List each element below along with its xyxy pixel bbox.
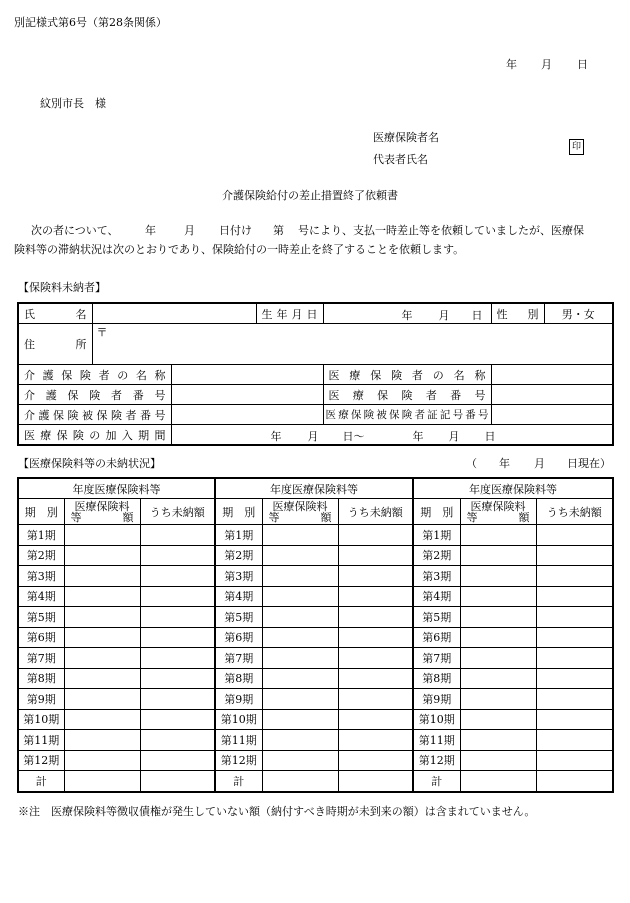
dob-month: 月: [438, 309, 450, 322]
unpaid-cell: [536, 627, 613, 648]
unpaid-cell: [140, 668, 215, 689]
unpaid-cell: [536, 566, 613, 587]
amount-cell: [64, 648, 140, 669]
period-label: 第1期: [215, 525, 262, 546]
period-label: 第1期: [18, 525, 64, 546]
period-label: 第1期: [413, 525, 460, 546]
period-label: 第4期: [215, 586, 262, 607]
unpaid-cell: [338, 689, 413, 710]
sex-label: 性別: [491, 303, 544, 324]
amount-header-line1: 医療保険料: [74, 499, 130, 513]
amount-cell: [460, 668, 536, 689]
body-year: 年: [145, 224, 156, 237]
section-unpaid-status: 【医療保険料等の未納状況】: [18, 457, 161, 470]
year-header-2: 年度医療保険料等: [215, 478, 413, 499]
dob-value: [323, 303, 491, 324]
enrollment-period-value: [171, 425, 613, 446]
amount-cell: [460, 750, 536, 771]
amount-cell: [262, 771, 338, 792]
amount-cell: [64, 771, 140, 792]
period-label: 第12期: [18, 750, 64, 771]
total-label: 計: [413, 771, 460, 792]
seal-mark: 印: [569, 139, 584, 155]
ltc-insurer-name-label: 介護保険者の名称: [18, 365, 171, 385]
amount-cell: [262, 730, 338, 751]
amount-cell: [262, 668, 338, 689]
amount-header-line1: 医療保険料: [470, 499, 526, 513]
unpaid-cell: [140, 709, 215, 730]
unpaid-cell: [536, 750, 613, 771]
amount-cell: [262, 545, 338, 566]
body-number: 第: [273, 224, 284, 237]
period-label: 第4期: [413, 586, 460, 607]
unpaid-cell: [140, 586, 215, 607]
unpaid-cell: [140, 566, 215, 587]
amount-cell: [262, 566, 338, 587]
amount-cell: [64, 586, 140, 607]
postal-mark: 〒: [96, 326, 108, 339]
period-row: [18, 525, 613, 546]
footnote: ※注 医療保険料等徴収債権が発生していない額（納付すべき時期が未到来の額）は含まれていません。: [18, 805, 536, 818]
body-line2: 険料等の滞納状況は次のとおりであり、保険給付の一時差止を終了することを依頼します。: [14, 243, 465, 256]
amount-cell: [460, 771, 536, 792]
dob-year: 年: [401, 309, 413, 322]
unpaid-cell: [338, 545, 413, 566]
amount-header-line2: [65, 512, 140, 523]
unpaid-cell: [536, 709, 613, 730]
med-insurer-number-label: 医療保険者番号: [323, 385, 491, 405]
amount-cell: [460, 648, 536, 669]
unpaid-cell: [536, 730, 613, 751]
enroll-day-from: 日～: [342, 430, 365, 443]
amount-header-gaku: 額: [518, 510, 530, 524]
amount-cell: [262, 586, 338, 607]
unpaid-cell: [140, 689, 215, 710]
unpaid-cell: [536, 668, 613, 689]
period-label: 第3期: [413, 566, 460, 587]
period-label: 第8期: [215, 668, 262, 689]
ltc-insurer-name-value: [171, 365, 323, 385]
ltc-insured-number-value: [171, 405, 323, 425]
amount-cell: [460, 525, 536, 546]
period-row: [18, 545, 613, 566]
period-label: 第9期: [215, 689, 262, 710]
unpaid-cell: [140, 750, 215, 771]
amount-cell: [64, 607, 140, 628]
amount-header-line2: [263, 512, 338, 523]
amount-cell: [460, 709, 536, 730]
unpaid-cell: [338, 525, 413, 546]
amount-cell: [64, 750, 140, 771]
period-header: 期 別: [413, 499, 460, 525]
period-label: 第12期: [413, 750, 460, 771]
unpaid-cell: [338, 627, 413, 648]
period-label: 第8期: [18, 668, 64, 689]
period-row: [18, 709, 613, 730]
amount-header: [262, 499, 338, 525]
status-day: 日現在）: [567, 457, 611, 470]
period-label: 第4期: [18, 586, 64, 607]
period-row: [18, 668, 613, 689]
unpaid-cell: [338, 771, 413, 792]
period-label: 第2期: [18, 545, 64, 566]
dob-label: 生年月日: [256, 303, 323, 324]
unpaid-cell: [338, 730, 413, 751]
period-label: 第11期: [215, 730, 262, 751]
total-label: 計: [18, 771, 64, 792]
date-month: 月: [541, 58, 552, 71]
period-row: [18, 689, 613, 710]
unpaid-cell: [536, 525, 613, 546]
amount-cell: [460, 689, 536, 710]
period-label: 第6期: [215, 627, 262, 648]
period-row: [18, 648, 613, 669]
med-insurer-number-value: [491, 385, 613, 405]
enroll-year: 年: [270, 430, 282, 443]
ltc-insured-number-label: 介護保険被保険者番号: [18, 405, 171, 425]
period-label: 第10期: [413, 709, 460, 730]
period-header: 期 別: [18, 499, 64, 525]
year-header-3: 年度医療保険料等: [413, 478, 613, 499]
period-label: 第3期: [215, 566, 262, 587]
amount-header-line1: 医療保険料: [272, 499, 328, 513]
amount-cell: [460, 730, 536, 751]
unpaid-cell: [140, 607, 215, 628]
med-insured-number-value: [491, 405, 613, 425]
unpaid-header: うち未納額: [536, 499, 613, 525]
amount-cell: [64, 566, 140, 587]
amount-cell: [262, 525, 338, 546]
total-label: 計: [215, 771, 262, 792]
year-header-1: 年度医療保険料等: [18, 478, 215, 499]
body-month: 月: [184, 224, 195, 237]
amount-cell: [64, 545, 140, 566]
amount-header-to: 等: [268, 510, 280, 524]
amount-cell: [262, 648, 338, 669]
unpaid-cell: [338, 566, 413, 587]
period-label: 第2期: [215, 545, 262, 566]
person-info-table: [17, 302, 614, 446]
body-date: 日付け: [219, 224, 252, 237]
section-unpaid-person: 【保険料未納者】: [18, 281, 106, 294]
period-label: 第2期: [413, 545, 460, 566]
name-value: [92, 303, 256, 324]
amount-cell: [64, 668, 140, 689]
period-label: 第6期: [18, 627, 64, 648]
period-label: 第5期: [413, 607, 460, 628]
ltc-insurer-number-value: [171, 385, 323, 405]
amount-cell: [460, 545, 536, 566]
period-row: [18, 566, 613, 587]
unpaid-cell: [338, 709, 413, 730]
period-label: 第6期: [413, 627, 460, 648]
body-line1-end: 号により、支払一時差止等を依頼していましたが、医療保: [298, 224, 584, 237]
period-row: [18, 586, 613, 607]
med-insurer-name-value: [491, 365, 613, 385]
amount-header-to: 等: [70, 510, 82, 524]
period-label: 第9期: [18, 689, 64, 710]
address-label: 住所: [18, 324, 92, 365]
body-line1-start: 次の者について、: [31, 224, 119, 237]
amount-cell: [262, 689, 338, 710]
enroll-month: 月: [307, 430, 319, 443]
unpaid-cell: [536, 771, 613, 792]
representative-name-label: 代表者氏名: [373, 153, 428, 166]
unpaid-cell: [338, 607, 413, 628]
period-row: [18, 750, 613, 771]
amount-cell: [460, 566, 536, 587]
address-value: [92, 324, 613, 365]
addressee: 紋別市長 様: [40, 97, 106, 110]
enroll-month-to: 月: [448, 430, 460, 443]
period-label: 第11期: [413, 730, 460, 751]
status-open: （: [466, 457, 477, 470]
period-label: 第10期: [215, 709, 262, 730]
unpaid-cell: [140, 525, 215, 546]
unpaid-cell: [338, 586, 413, 607]
med-insurer-name-label: 医療保険者の名称: [323, 365, 491, 385]
insurer-name-label: 医療保険者名: [373, 131, 439, 144]
name-label: 氏名: [18, 303, 92, 324]
unpaid-cell: [338, 648, 413, 669]
period-label: 第7期: [413, 648, 460, 669]
period-label: 第7期: [18, 648, 64, 669]
unpaid-cell: [536, 586, 613, 607]
amount-header-to: 等: [466, 510, 478, 524]
med-insured-number-label: 医療保険被保険者証記号番号: [323, 405, 491, 425]
unpaid-cell: [338, 750, 413, 771]
sex-value: 男・女: [544, 303, 613, 324]
period-label: 第9期: [413, 689, 460, 710]
period-header: 期 別: [215, 499, 262, 525]
date-day: 日: [577, 58, 588, 71]
period-label: 第10期: [18, 709, 64, 730]
period-label: 第8期: [413, 668, 460, 689]
amount-cell: [64, 709, 140, 730]
amount-cell: [262, 607, 338, 628]
amount-cell: [262, 750, 338, 771]
amount-header-gaku: 額: [320, 510, 332, 524]
unpaid-cell: [140, 545, 215, 566]
amount-header: [460, 499, 536, 525]
unpaid-cell: [536, 689, 613, 710]
unpaid-cell: [536, 607, 613, 628]
enrollment-period-label: 医療保険の加入期間: [18, 425, 171, 446]
period-label: 第5期: [18, 607, 64, 628]
unpaid-header: うち未納額: [140, 499, 215, 525]
amount-cell: [460, 627, 536, 648]
amount-header-line2: [461, 512, 536, 523]
total-row: [18, 771, 613, 792]
dob-day: 日: [471, 309, 483, 322]
ltc-insurer-number-label: 介護保険者番号: [18, 385, 171, 405]
unpaid-cell: [140, 648, 215, 669]
unpaid-cell: [140, 627, 215, 648]
period-label: 第12期: [215, 750, 262, 771]
period-row: [18, 607, 613, 628]
enroll-day-to: 日: [484, 430, 496, 443]
unpaid-cell: [338, 668, 413, 689]
date-year: 年: [506, 58, 517, 71]
period-label: 第7期: [215, 648, 262, 669]
amount-cell: [64, 525, 140, 546]
period-row: [18, 627, 613, 648]
status-month: 月: [534, 457, 545, 470]
unpaid-header: うち未納額: [338, 499, 413, 525]
unpaid-cell: [536, 545, 613, 566]
amount-cell: [262, 627, 338, 648]
unpaid-cell: [140, 730, 215, 751]
document-title: 介護保険給付の差止措置終了依頼書: [222, 189, 398, 202]
unpaid-cell: [536, 648, 613, 669]
enroll-year-to: 年: [412, 430, 424, 443]
period-row: [18, 730, 613, 751]
amount-cell: [262, 709, 338, 730]
amount-cell: [64, 689, 140, 710]
period-label: 第11期: [18, 730, 64, 751]
amount-cell: [460, 586, 536, 607]
status-year: 年: [499, 457, 510, 470]
period-label: 第3期: [18, 566, 64, 587]
amount-cell: [460, 607, 536, 628]
unpaid-status-table: [17, 477, 614, 793]
amount-header-gaku: 額: [122, 510, 134, 524]
form-number: 別記様式第6号（第28条関係）: [14, 16, 167, 29]
amount-cell: [64, 730, 140, 751]
amount-cell: [64, 627, 140, 648]
unpaid-cell: [140, 771, 215, 792]
amount-header: [64, 499, 140, 525]
period-label: 第5期: [215, 607, 262, 628]
